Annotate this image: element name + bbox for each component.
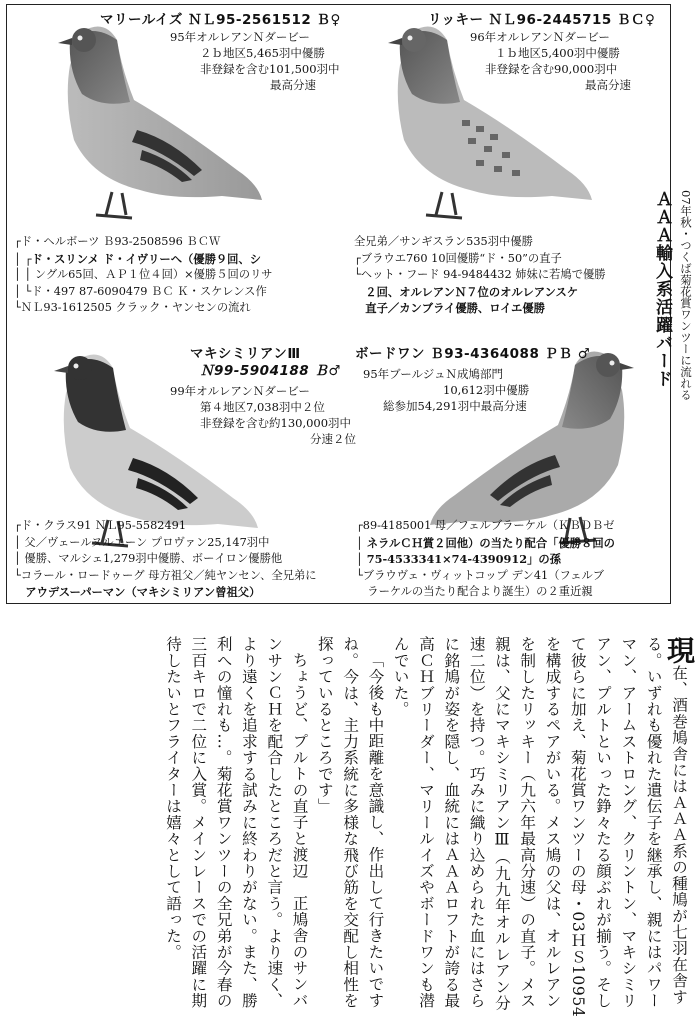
pedigree-baudouin bbox=[356, 518, 615, 601]
pedigree-line: 全兄弟／サンギスラン535羽中優勝 bbox=[354, 235, 533, 248]
bird-record-line: 分速２位 bbox=[310, 432, 356, 446]
bird-record-line: 最高分速 bbox=[270, 78, 316, 92]
bird-record-line: １ｂ地区5,400羽中優勝 bbox=[495, 46, 620, 60]
pedigree-line: │ 父／ヴェールヌルエーン プロヴァン25,147羽中 bbox=[14, 535, 270, 549]
side-caption bbox=[652, 190, 698, 401]
pedigree-line: │ │ ングル65回、ＡＰ１位４回）×優勝５回のリサ bbox=[14, 268, 273, 282]
bird-name: マキシミリアンⅢ bbox=[190, 346, 301, 362]
pedigree-line: アウデスーパーマン（マキシミリアン曾祖父） bbox=[14, 585, 261, 600]
bird-record-line: 非登録を含む90,000羽中 bbox=[485, 62, 618, 76]
bird-record-line: 95年オルレアンＮダービー bbox=[170, 30, 310, 44]
bird-record-line: 非登録を含む約130,000羽中 bbox=[200, 416, 352, 430]
pedigree-line: ┌ド・ヘルボーツ Ｂ93-2508596 ＢＣＷ bbox=[14, 235, 221, 248]
bird-name: ボードワン Ｂ93-4364088 ＰＢ ♂ bbox=[355, 346, 591, 362]
pedigree-line: │ └ド・497 87-6090479 ＢＣ Ｋ・スケレンス作 bbox=[14, 284, 267, 298]
pedigree-line: ２回、オルレアンＮ７位のオルレアンスケ bbox=[354, 284, 579, 299]
pedigree-line: └コラール・ロードゥーグ 母方祖父／純ヤンセン、全兄弟に bbox=[14, 568, 317, 582]
bird-record-line: 総参加54,291羽中最高分速 bbox=[383, 399, 527, 413]
article-body bbox=[8, 636, 696, 1022]
pedigree-line: ラーケルの当たり配合より誕生）の２重近親 bbox=[356, 585, 593, 599]
bird-name: マリールイズ ＮＬ95-2561512 Ｂ♀ bbox=[100, 12, 341, 28]
drop-cap: 現 bbox=[663, 636, 696, 665]
side-caption-small: 07年秋・つくば菊花賞ワンツーに流れる bbox=[679, 190, 693, 401]
bird-record-line: ２ｂ地区5,465羽中優勝 bbox=[200, 46, 325, 60]
pedigree-line: ┌89-4185001 母／フェルブラーケル（ＫＢＤＢゼ bbox=[356, 519, 615, 532]
pedigree-line: └ＮＬ93-1612505 クラック・ヤンセンの流れ bbox=[14, 301, 251, 315]
pedigree-line: │ 優勝、マルシェ1,279羽中優勝、ボーイロン優勝他 bbox=[14, 552, 283, 566]
bird-info-maximilian-iii bbox=[140, 346, 356, 447]
pedigree-ricky bbox=[354, 234, 606, 317]
pedigree-marie-louise bbox=[14, 234, 272, 317]
bird-ring-number: Ｎ99-5904188 Ｂ♂ bbox=[200, 363, 341, 379]
bird-record-line: 非登録を含む101,500羽中 bbox=[200, 62, 340, 76]
bird-name: リッキー ＮＬ96-2445715 ＢＣ♀ bbox=[428, 12, 656, 28]
bird-record-line: 96年オルレアンＮダービー bbox=[470, 30, 610, 44]
pedigree-line: └ヘット・フード 94-9484432 姉妹に若鳩で優勝 bbox=[354, 268, 606, 282]
bird-record-line: 95年ブールジュＮ成鳩部門 bbox=[363, 367, 504, 381]
pedigree-line: 直子／カンブライ優勝、ロイエ優勝 bbox=[354, 301, 545, 316]
article-paragraph: ちょうど、プルトの直子と渡辺 正鳩舎のサンバンサンＣＨを配合したところだと言う。より速く、より遠くを追求する試みに終わりがない。また、勝利への憧れも…。菊花賞ワンツーの全兄弟が今春の三百キロで二位に入賞。メインレースでの活躍に期待したいとフライターは嬉々として語った。 bbox=[164, 636, 309, 1009]
pedigree-line: │ 75-4533341×74-4390912」の孫 bbox=[356, 552, 561, 567]
pedigree-line: │ ネラルＣＨ賞２回他）の当たり配合「優勝８回の bbox=[356, 535, 615, 550]
bird-record-line: 10,612羽中優勝 bbox=[443, 383, 530, 397]
pedigree-line: ┌ブラウエ760 10回優勝“ド・50”の直子 bbox=[354, 251, 562, 265]
article-paragraph: 「今後も中距離を意識し、作出して行きたいですね。今は、主力系統に多様な飛び筋を交配し相性を探っているところです」 bbox=[315, 636, 385, 1009]
pedigree-line: │ ┌ド・スリンメ ド・イヴリーへ（優勝９回、シ bbox=[14, 251, 262, 266]
article-paragraph: 現在、酒巻鳩舎にはＡＡＡ系の種鳩が七羽在舎する。いずれも優れた遺伝子を継承し、親にはパワーマン、アームストロング、クリントン、マキシミリアン、プルトといった錚々たる顔ぶれが揃う。そして彼らに加え、菊花賞ワンツーの母・03ＨＳ10954を構成するペアがいる。メス鳩の父は、オルレアンを制したリッキー（九六年最高分速）の直子。メス親は、父にマキシミリアンⅢ（九九年オルレアン分速二位）を持つ。巧みに織り込められた血にはさらに銘鳩が姿を隠し、血統にはＡＡＡロフトが誇る最高ＣＨブリーダー、マリールイズやボードワンも潜んでいた。 bbox=[391, 636, 696, 1018]
bird-info-marie-louise bbox=[100, 12, 341, 93]
pedigree-maximilian-iii bbox=[14, 518, 317, 601]
pedigree-line: ┌ド・クラス91 ＮＬ95-5582491 bbox=[14, 519, 187, 532]
side-caption-title: ＡＡＡ輸入系活躍バード bbox=[652, 190, 672, 388]
bird-record-line: 第４地区7,038羽中２位 bbox=[200, 400, 325, 414]
bird-info-ricky bbox=[428, 12, 655, 93]
bird-record-line: 最高分速 bbox=[585, 78, 631, 92]
pedigree-line: └ブラウヴェ・ヴィットコップ デン41（フェルブ bbox=[356, 568, 605, 582]
bird-info-baudouin bbox=[355, 346, 590, 414]
bird-record-line: 99年オルレアンＮダービー bbox=[170, 384, 310, 398]
